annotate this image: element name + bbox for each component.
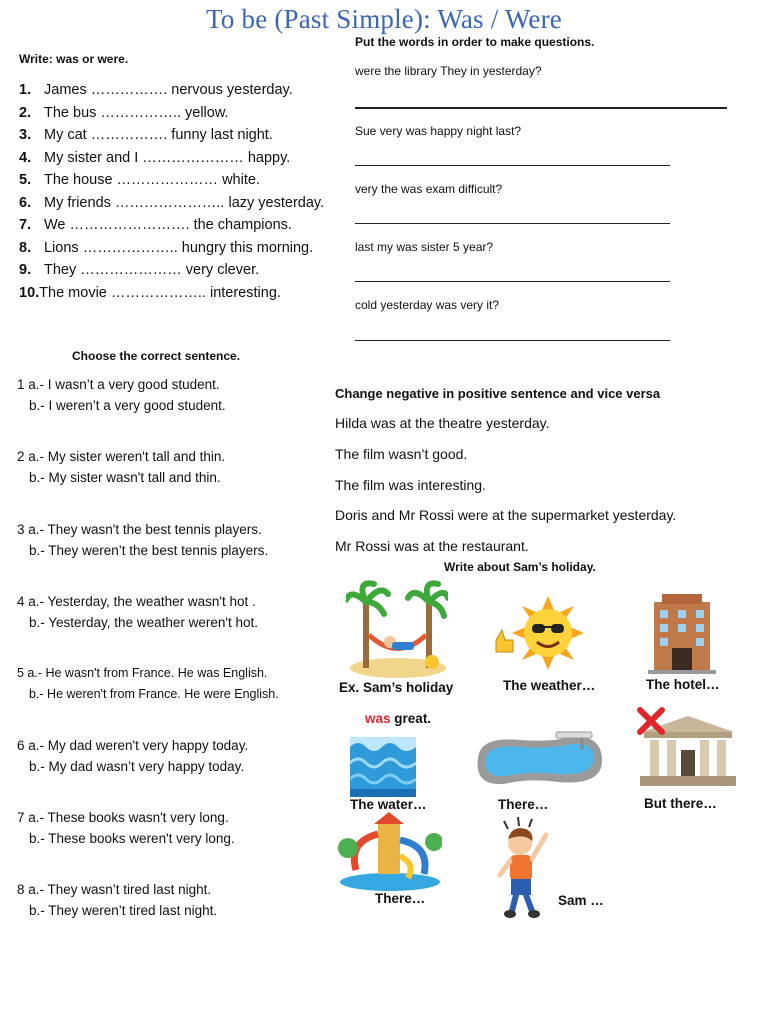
fill-in-item: 4. My sister and I ………………… happy. <box>19 149 291 166</box>
choice-pair: 8 a.- They wasn’t tired last night. b.- They weren’t tired last night. <box>17 882 218 918</box>
fill-in-item: 10.The movie ……………….. interesting. <box>19 284 281 301</box>
answer-line[interactable] <box>355 340 670 341</box>
swimming-pool-icon <box>470 728 608 790</box>
answer-line[interactable] <box>355 223 670 224</box>
boy-sam-icon <box>496 815 552 921</box>
answer-line[interactable] <box>355 165 670 166</box>
water-label: The water… <box>350 797 427 812</box>
beach-hammock-icon <box>346 580 448 680</box>
sun-icon <box>490 596 590 670</box>
fill-in-item: 7. We ……………………. the champions. <box>19 217 292 233</box>
red-x-icon <box>640 710 662 732</box>
choice-pair: 5 a.- He wasn't from France. He was English. b.- He weren't from France. He were English. <box>17 666 279 701</box>
sam-label: Sam … <box>558 893 604 908</box>
order-item: last my was sister 5 year? <box>355 240 494 254</box>
negative-item: The film was interesting. <box>335 477 486 493</box>
page-title: To be (Past Simple): Was / Were <box>206 4 562 34</box>
fill-in-item: 8. Lions ……………….. hungry this morning. <box>19 239 314 256</box>
choice-pair: 3 a.- They wasn't the best tennis players. b.- They weren’t the best tennis players. <box>17 522 269 558</box>
fill-in-item: 9. They ………………… very clever. <box>19 262 260 278</box>
fill-in-item: 1. James ……………. nervous yesterday. <box>19 82 293 98</box>
negative-item: The film wasn’t good. <box>335 446 468 462</box>
negative-item: Mr Rossi was at the restaurant. <box>335 538 529 554</box>
fill-in-item: 2. The bus …………….. yellow. <box>19 104 229 121</box>
choice-pair: 6 a.- My dad weren't very happy today. b.- My dad wasn’t very happy today. <box>17 738 249 774</box>
hotel-icon <box>648 592 716 674</box>
weather-label: The weather… <box>503 678 596 693</box>
water-park-icon <box>338 812 442 892</box>
order-item: were the library They in yesterday? <box>355 64 542 78</box>
order-heading: Put the words in order to make questions. <box>355 35 595 49</box>
negative-item: Doris and Mr Rossi were at the supermarket yesterday. <box>335 507 677 523</box>
fill-in-item: 3. My cat ……………. funny last night. <box>19 127 273 143</box>
answer-line[interactable] <box>355 281 670 282</box>
choice-pair: 7 a.- These books wasn't very long. b.- These books weren't very long. <box>17 810 235 846</box>
there-label-waterpark: There… <box>375 891 426 906</box>
answer-line[interactable] <box>355 107 727 109</box>
holiday-example-answer: was great. <box>365 711 432 726</box>
but-there-label: But there… <box>644 796 717 811</box>
museum-icon <box>634 706 736 788</box>
holiday-heading: Write about Sam’s holiday. <box>444 560 596 574</box>
choice-pair: 1 a.- I wasn’t a very good student. b.- I weren’t a very good student. <box>17 377 226 413</box>
negative-heading: Change negative in positive sentence and vice versa <box>335 386 661 401</box>
order-item: very the was exam difficult? <box>355 182 503 196</box>
choice-pair: 4 a.- Yesterday, the weather wasn't hot . b.- Yesterday, the weather weren't hot. <box>17 594 258 630</box>
fill-in-item: 6. My friends ………………….. lazy yesterday. <box>19 194 325 211</box>
choice-pair: 2 a.- My sister weren't tall and thin. b.- My sister wasn't tall and thin. <box>17 449 226 485</box>
order-item: cold yesterday was very it? <box>355 298 500 312</box>
sea-water-icon <box>350 737 416 797</box>
fill-in-item: 5. The house ………………… white. <box>19 172 260 188</box>
negative-item: Hilda was at the theatre yesterday. <box>335 415 550 431</box>
fill-in-heading: Write: was or were. <box>19 52 129 66</box>
fill-in-list <box>19 79 324 304</box>
order-item: Sue very was happy night last? <box>355 124 522 138</box>
choose-heading: Choose the correct sentence. <box>72 349 241 363</box>
hotel-label: The hotel… <box>646 677 720 692</box>
there-label-pool: There… <box>498 797 549 812</box>
holiday-example-label: Ex. Sam’s holiday <box>339 680 454 695</box>
